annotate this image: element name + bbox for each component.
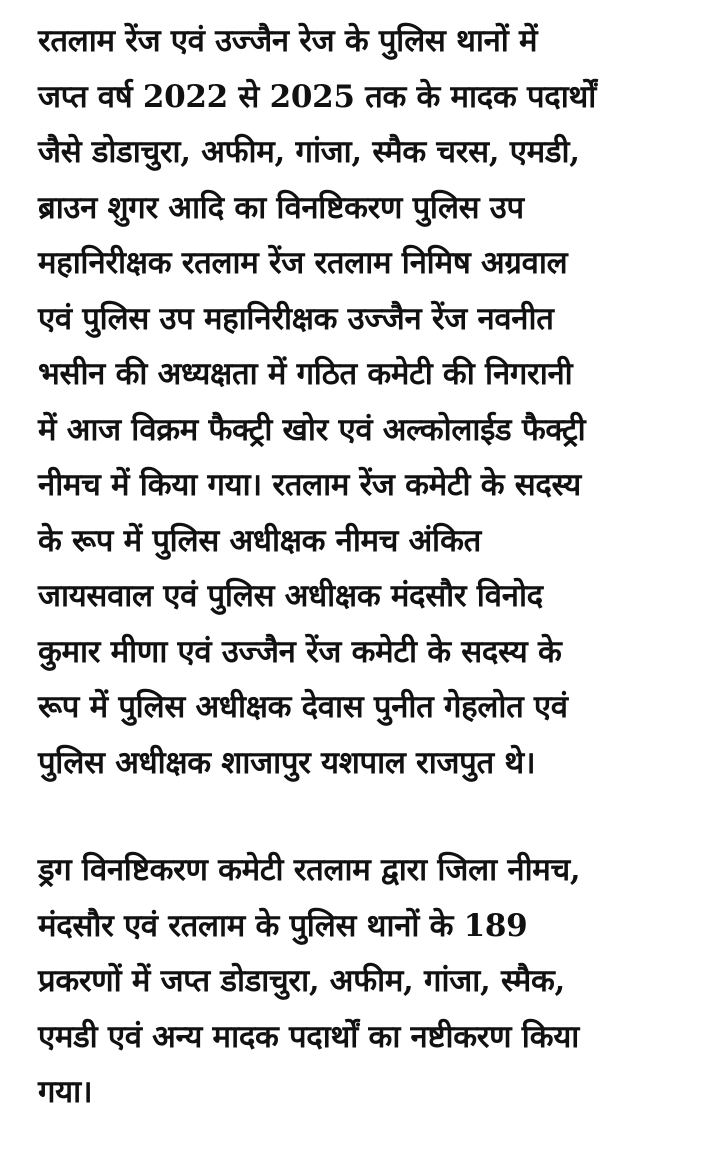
text-line: नीमच में किया गया। रतलाम रेंज कमेटी के सदस्य xyxy=(38,467,581,503)
text-line: कुमार मीणा एवं उज्जैन रेंज कमेटी के सदस्य के xyxy=(38,633,562,670)
text-line: ब्राउन शुगर आदि का विनष्टिकरण पुलिस उप xyxy=(38,189,524,226)
article-paragraph-2 xyxy=(38,843,686,1121)
paragraph-spacer xyxy=(38,791,686,843)
text-line: महानिरीक्षक रतलाम रेंज रतलाम निमिष अग्रवाल xyxy=(38,245,568,281)
text-line: गया। xyxy=(38,1074,93,1110)
text-line: एवं पुलिस उप महानिरीक्षक उज्जैन रेंज नवनीत xyxy=(38,300,554,337)
text-line: मंदसौर एवं रतलाम के पुलिस थानों के 189 xyxy=(38,907,528,944)
text-line: प्रकरणों में जप्त डोडाचुरा, अफीम, गांजा, स्मैक, xyxy=(38,963,565,999)
text-line: के रूप में पुलिस अधीक्षक नीमच अंकित xyxy=(38,522,481,559)
text-line: पुलिस अधीक्षक शाजापुर यशपाल राजपुत थे। xyxy=(38,744,536,781)
text-line: में आज विक्रम फैक्ट्री खोर एवं अल्कोलाईड फैक्ट्री xyxy=(38,411,586,448)
text-line: जप्त वर्ष 2022 से 2025 तक के मादक पदार्थों xyxy=(38,78,596,115)
text-line: ड्रग विनष्टिकरण कमेटी रतलाम द्वारा जिला नीमच, xyxy=(38,852,581,888)
text-line: एमडी एवं अन्य मादक पदार्थों का नष्टीकरण किया xyxy=(38,1018,580,1055)
text-line: जायसवाल एवं पुलिस अधीक्षक मंदसौर विनोद xyxy=(38,578,543,614)
text-line: रूप में पुलिस अधीक्षक देवास पुनीत गेहलोत एवं xyxy=(38,689,568,725)
text-line: भसीन की अध्यक्षता में गठित कमेटी की निगरानी xyxy=(38,356,573,392)
article-paragraph-1 xyxy=(38,14,686,791)
text-line: रतलाम रेंज एवं उज्जैन रेज के पुलिस थानों में xyxy=(38,23,538,59)
text-line: जैसे डोडाचुरा, अफीम, गांजा, स्मैक चरस, एमडी, xyxy=(38,134,580,170)
